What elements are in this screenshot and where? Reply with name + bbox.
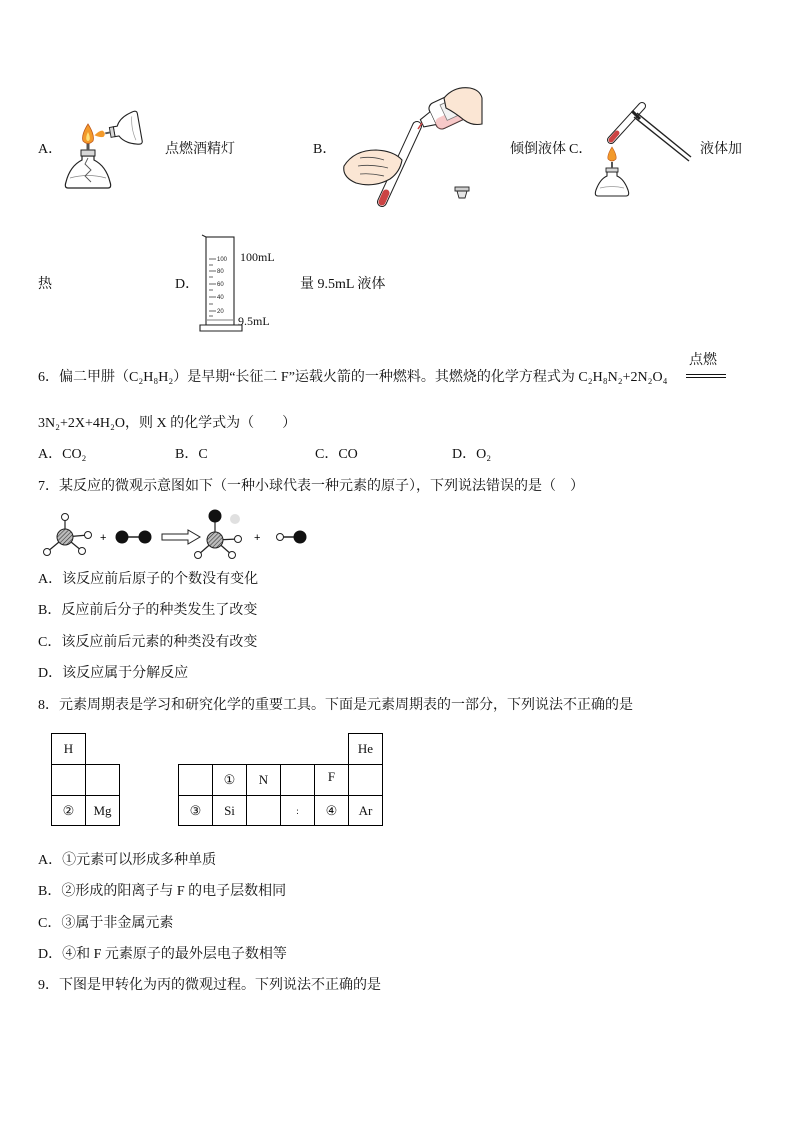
q8-option-c: C．③属于非金属元素 xyxy=(38,916,174,931)
q5-option-c-label: C． xyxy=(569,142,593,157)
scale-mark-label: 80 xyxy=(217,269,224,275)
table-cell: ① xyxy=(212,764,247,796)
scale-mark-label: 100 xyxy=(217,257,228,263)
table-cell xyxy=(246,795,281,826)
black-atom xyxy=(116,531,129,544)
q5-option-d-caption: 量 9.5mL 液体 xyxy=(300,277,386,292)
table-cell: ③ xyxy=(178,795,213,826)
q6-option-b: B．C xyxy=(175,447,208,462)
table-cell: Si xyxy=(212,795,247,826)
small-atom xyxy=(85,532,92,539)
table-cell: He xyxy=(348,733,383,765)
q8-stem: 8．元素周期表是学习和研究化学的重要工具。下面是元素周期表的一部分，下列说法不正确的是 xyxy=(38,698,633,713)
q6-option-d: D．O₂ xyxy=(452,447,492,462)
small-atom xyxy=(79,548,86,555)
q6-stem-line1: 6．偏二甲肼（C₂H₈H₂）是早期“长征二 F”运载火箭的一种燃料。其燃烧的化学方程式为 C₂H₈N₂+2N₂O₄ xyxy=(38,370,668,385)
scale-mark-label: 40 xyxy=(217,295,224,301)
q8-option-d: D．④和 F 元素原子的最外层电子数相等 xyxy=(38,947,287,962)
q9-stem: 9．下图是甲转化为丙的微观过程。下列说法不正确的是 xyxy=(38,978,381,993)
small-atom xyxy=(277,534,284,541)
cylinder-level-label: 9.5mL xyxy=(238,314,270,328)
plus-sign: + xyxy=(254,532,261,544)
q5-option-a-caption: 点燃酒精灯 xyxy=(165,142,235,157)
table-cell xyxy=(280,764,315,796)
table-cell xyxy=(348,764,383,796)
table-cell: : xyxy=(280,795,315,826)
table-cell: N xyxy=(246,764,281,796)
scale-mark-label: 60 xyxy=(217,282,224,288)
reaction-equals-double-line xyxy=(686,374,726,378)
alcohol-lamp xyxy=(595,147,628,196)
small-atom xyxy=(44,549,51,556)
table-cell: Ar xyxy=(348,795,383,826)
q6-stem-line2: 3N₂+2X+4H₂O，则 X 的化学式为（ ） xyxy=(38,416,297,431)
small-atom xyxy=(195,552,202,559)
q6-option-c: C．CO xyxy=(315,447,358,462)
q5-option-a-label: A． xyxy=(38,142,63,157)
table-cell: H xyxy=(51,733,86,765)
reaction-arrow-icon xyxy=(162,530,200,544)
test-tube-holder xyxy=(632,111,691,161)
q8-option-a: A．①元素可以形成多种单质 xyxy=(38,853,217,868)
bottle-stopper xyxy=(455,187,469,198)
table-cell: ② xyxy=(51,795,86,826)
flame-icon xyxy=(608,147,616,161)
q7-option-b: B．反应前后分子的种类发生了改变 xyxy=(38,603,258,618)
q5-option-b-label: B． xyxy=(313,142,337,157)
cylinder-capacity-label: 100mL xyxy=(240,250,275,264)
q6-reaction-condition: 点燃 xyxy=(689,353,717,368)
table-cell xyxy=(178,764,213,796)
plus-sign: + xyxy=(100,532,107,544)
q7-stem: 7．某反应的微观示意图如下（一种小球代表一种元素的原子），下列说法错误的是（ ） xyxy=(38,479,584,494)
black-atom xyxy=(294,531,307,544)
table-cell: Mg xyxy=(85,795,120,826)
small-atom xyxy=(229,552,236,559)
table-cell xyxy=(85,764,120,796)
black-atom xyxy=(139,531,152,544)
small-atom xyxy=(235,536,242,543)
small-atom xyxy=(62,514,69,521)
product-molecule-2 xyxy=(277,531,307,544)
table-cell: ④ xyxy=(314,795,349,826)
reaction-micro-diagram xyxy=(38,505,313,560)
lighting-alcohol-lamp-illustration xyxy=(60,100,145,192)
q5-option-c-caption-part1: 液体加 xyxy=(700,142,742,157)
black-atom xyxy=(209,510,222,523)
q6-option-a: A．CO₂ xyxy=(38,447,87,462)
test-tube xyxy=(611,106,642,140)
q8-option-b: B．②形成的阳离子与 F 的电子层数相同 xyxy=(38,884,287,899)
central-atom xyxy=(207,532,223,548)
table-cell xyxy=(51,764,86,796)
q5-option-c-caption-part2: 热 xyxy=(38,277,52,292)
reactant-molecule-1 xyxy=(44,514,92,556)
q7-option-c: C．该反应前后元素的种类没有改变 xyxy=(38,635,258,650)
q5-option-d-label: D． xyxy=(175,277,200,292)
table-cell: F xyxy=(314,764,349,796)
q7-option-d: D．该反应属于分解反应 xyxy=(38,666,189,681)
scale-mark-label: 20 xyxy=(217,309,224,315)
central-atom xyxy=(57,529,73,545)
heating-liquid-illustration xyxy=(592,102,692,200)
q7-option-a: A．该反应前后原子的个数没有变化 xyxy=(38,572,259,587)
product-molecule-1 xyxy=(195,510,242,559)
q5-option-b-caption: 倾倒液体 xyxy=(510,142,566,157)
tilted-alcohol-lamp xyxy=(92,111,143,152)
reactant-molecule-2 xyxy=(116,531,152,544)
pouring-liquid-illustration xyxy=(338,84,483,212)
